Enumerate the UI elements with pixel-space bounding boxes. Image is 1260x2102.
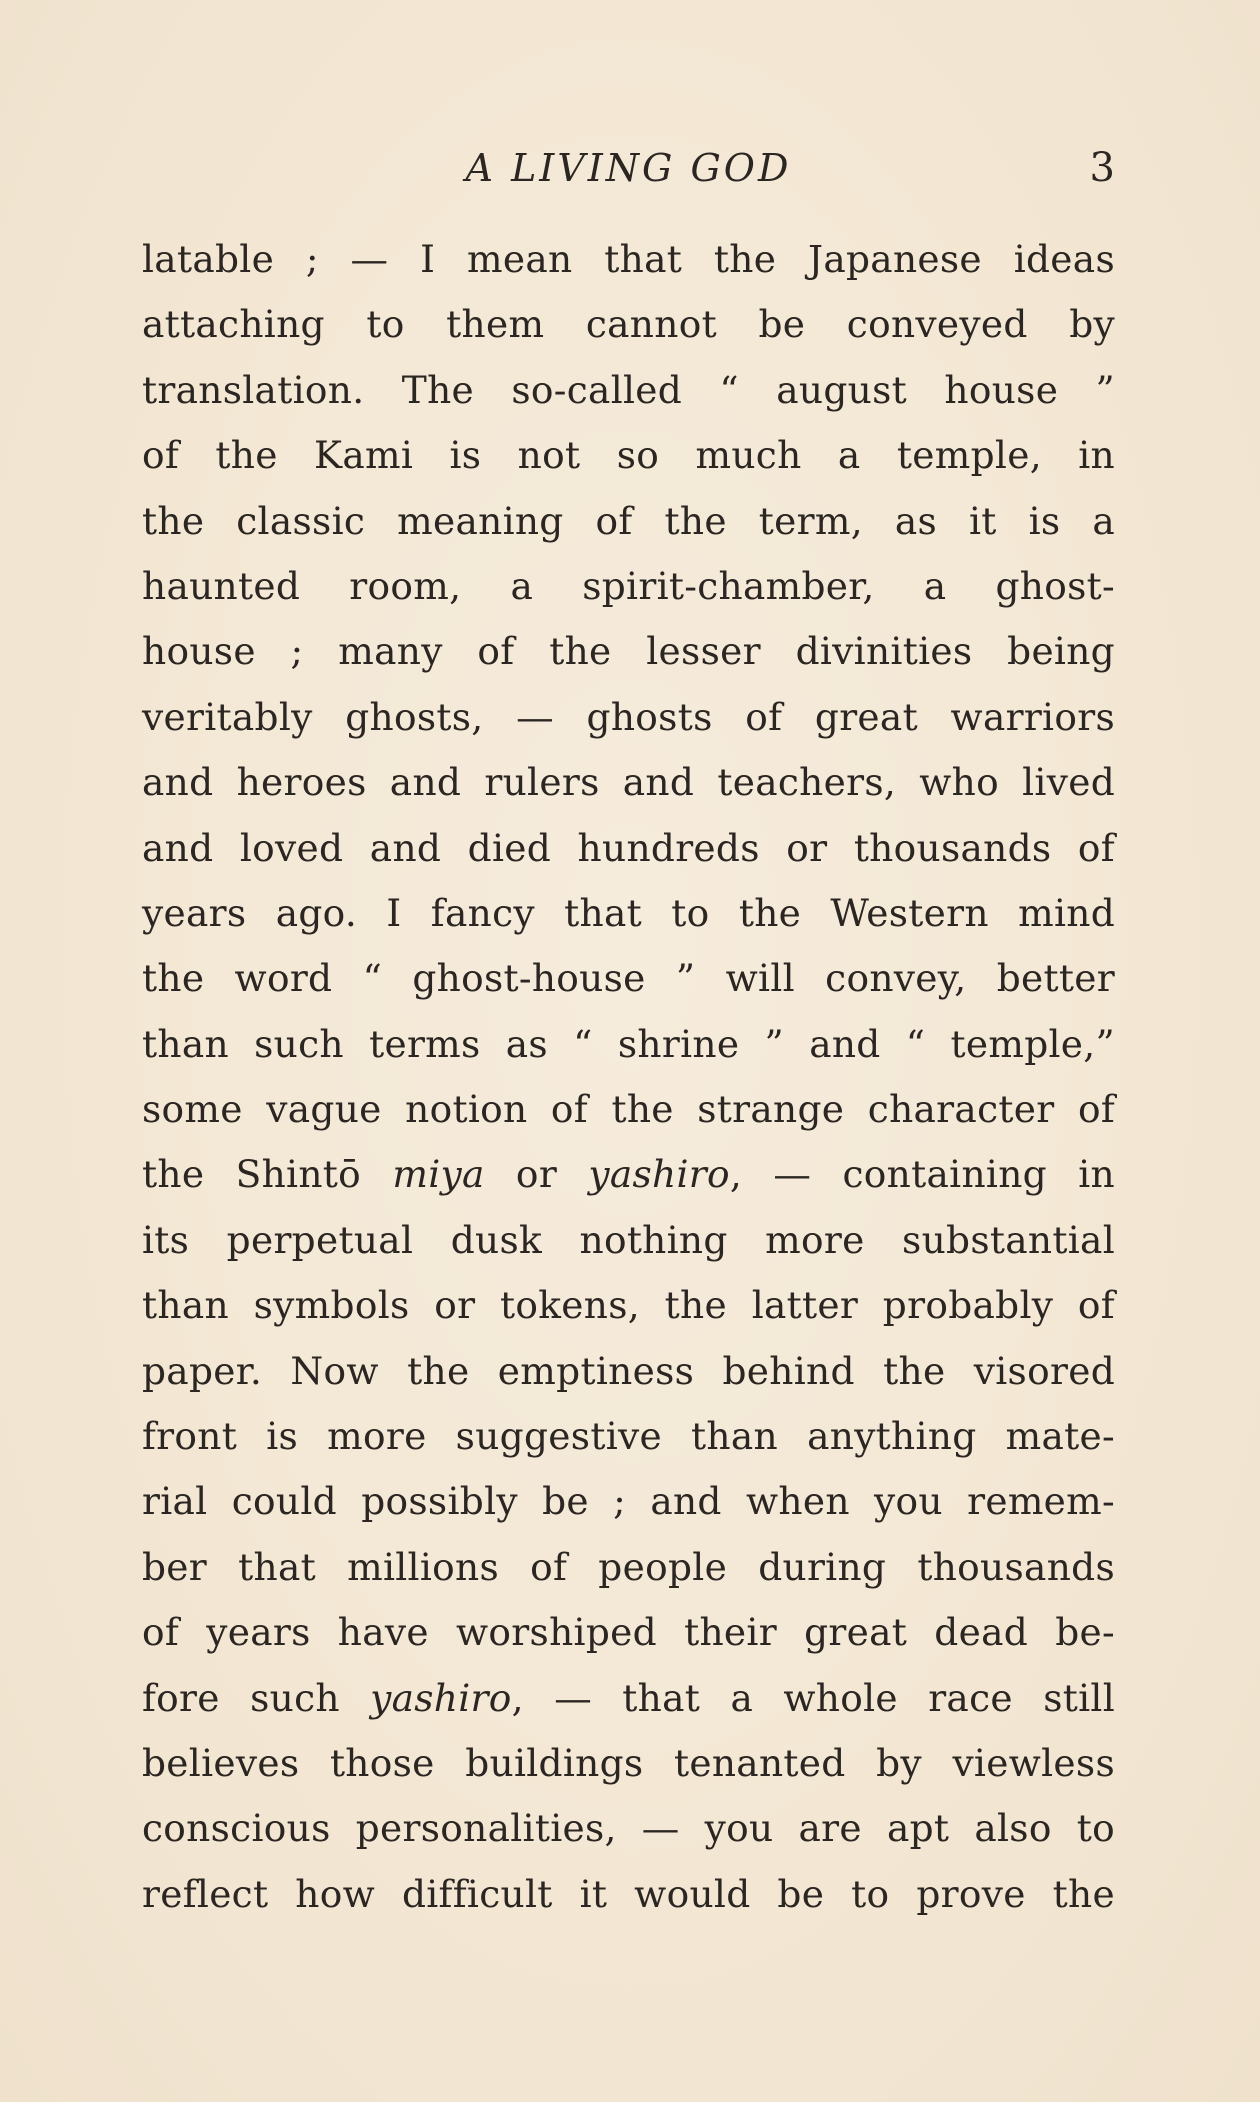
text-line: and heroes and rulers and teachers, who lived [142,760,1115,805]
text-line: years ago. I fancy that to the Western mind [142,890,1115,935]
text-line: its perpetual dusk nothing more substantial [142,1217,1115,1262]
text-line: attaching to them cannot be conveyed by [142,302,1115,347]
text-line: ber that millions of people during thousands [142,1544,1115,1589]
italic-term: miya [392,1152,485,1197]
text-line: the classic meaning of the term, as it is a [142,498,1115,543]
text-line: than symbols or tokens, the latter probably of [142,1283,1115,1328]
text-line: believes those buildings tenanted by viewless [142,1740,1115,1785]
italic-term: yashiro [370,1675,512,1720]
text-line: reflect how difficult it would be to prove the [142,1871,1115,1916]
text-line: rial could possibly be ; and when you remem- [142,1479,1115,1524]
text-line: translation. The so-called “ august house ” [142,367,1115,412]
text-line: some vague notion of the strange character of [142,1087,1115,1132]
body-text [142,227,1115,1927]
page-number: 3 [1089,145,1115,191]
text-line: conscious personalities, — you are apt also to [142,1806,1115,1851]
text-line: the Shintō miya or yashiro, — containing in [142,1152,1115,1197]
text-line: the word “ ghost-house ” will convey, better [142,956,1115,1001]
text-line: of the Kami is not so much a temple, in [142,433,1115,478]
italic-term: yashiro [588,1152,730,1197]
text-line: fore such yashiro, — that a whole race still [142,1675,1115,1720]
text-line: haunted room, a spirit-chamber, a ghost- [142,563,1115,608]
text-line: front is more suggestive than anything mate- [142,1414,1115,1459]
text-line: and loved and died hundreds or thousands of [142,825,1115,870]
text-line: house ; many of the lesser divinities being [142,629,1115,674]
running-title: A LIVING GOD [465,146,792,190]
text-line: veritably ghosts, — ghosts of great warriors [142,694,1115,739]
text-line: of years have worshiped their great dead be- [142,1610,1115,1655]
text-line: than such terms as “ shrine ” and “ temple,” [142,1021,1115,1066]
text-line: paper. Now the emptiness behind the visored [142,1348,1115,1393]
text-line: latable ; — I mean that the Japanese ideas [142,237,1115,281]
running-head [142,138,1115,198]
